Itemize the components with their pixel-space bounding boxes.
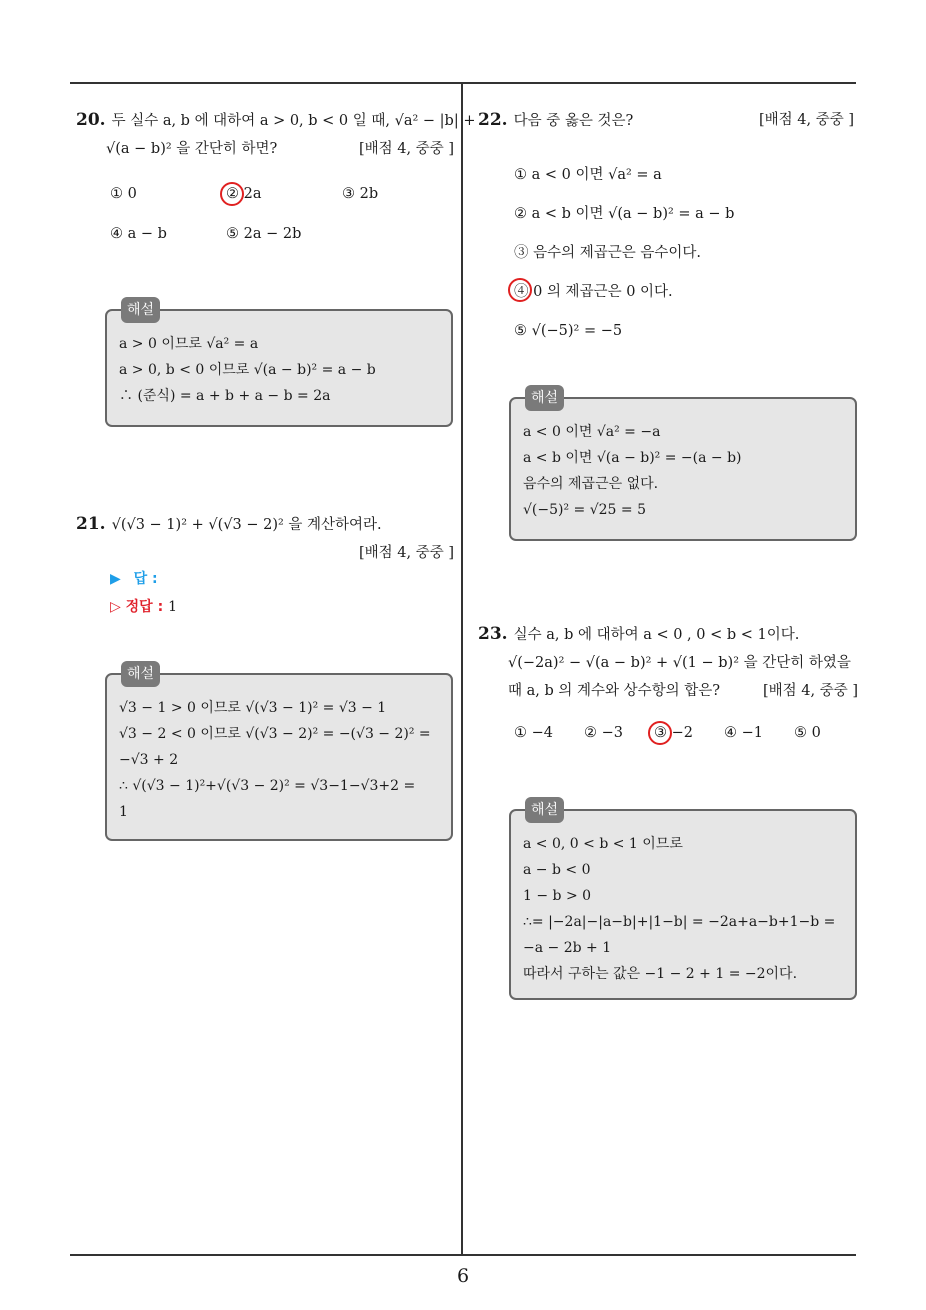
option-5[interactable]: ⑤ 2a − 2b — [226, 226, 302, 242]
top-rule — [70, 82, 856, 84]
explanation-line: √3 − 1 > 0 이므로 √(√3 − 1)² = √3 − 1 — [119, 700, 387, 716]
score-meta: [배점 4, 중중 ] — [358, 545, 454, 561]
options-22 — [514, 156, 844, 351]
option-2[interactable]: ② a < b 이면 √(a − b)² = a − b — [514, 206, 735, 222]
explanation-line: a − b < 0 — [523, 862, 591, 878]
correct-marker-icon: ▷ — [110, 599, 121, 615]
column-divider — [461, 82, 463, 1256]
explanation-line: a < b 이면 √(a − b)² = −(a − b) — [523, 450, 742, 466]
question-number: 23. — [478, 624, 508, 644]
bottom-rule — [70, 1254, 856, 1256]
question-text-line1: √(√3 − 1)² + √(√3 − 2)² 을 계산하여라. — [111, 517, 382, 533]
selected-circle-mark — [648, 721, 672, 745]
explanation-line: ∴ (준식) = a + b + a − b = 2a — [119, 388, 331, 404]
explanation-line: ∴= |−2a|−|a−b|+|1−b| = −2a+a−b+1−b = — [523, 914, 836, 930]
explanation-label: 해설 — [525, 385, 564, 411]
selected-circle-mark — [220, 182, 244, 206]
explanation-line: −√3 + 2 — [119, 752, 179, 768]
explanation-line: −a − 2b + 1 — [523, 940, 612, 956]
explanation-box-21 — [105, 666, 453, 841]
explanation-box-23 — [509, 802, 857, 1000]
options-20 — [110, 186, 450, 266]
question-text-line2: √(a − b)² 을 간단히 하면? — [106, 141, 278, 157]
question-text-line1: 두 실수 a, b 에 대하여 a > 0, b < 0 일 때, √a² − |b| + — [111, 113, 476, 129]
option-1[interactable]: ① −4 — [514, 725, 553, 741]
explanation-label: 해설 — [525, 797, 564, 823]
question-number: 22. — [478, 110, 508, 130]
question-22 — [478, 106, 854, 135]
correct-value: 1 — [168, 599, 177, 615]
answer-marker-icon: ▶ — [110, 571, 121, 587]
option-3[interactable]: ③ 음수의 제곱근은 음수이다. — [514, 245, 702, 261]
explanation-line: a > 0, b < 0 이므로 √(a − b)² = a − b — [119, 362, 376, 378]
explanation-box-20 — [105, 302, 453, 427]
explanation-line: ∴ √(√3 − 1)²+√(√3 − 2)² = √3−1−√3+2 = — [119, 778, 416, 794]
option-3[interactable]: ③ 2b — [342, 186, 379, 202]
question-text-line3: 때 a, b 의 계수와 상수항의 합은? — [508, 683, 721, 699]
explanation-line: 1 − b > 0 — [523, 888, 592, 904]
page-number: 6 — [456, 1265, 470, 1287]
explanation-line: √(−5)² = √25 = 5 — [523, 502, 646, 518]
explanation-line: 1 — [119, 804, 128, 820]
question-23 — [478, 620, 858, 705]
question-number: 20. — [76, 110, 106, 130]
question-number: 21. — [76, 514, 106, 534]
option-2[interactable]: ② 2a — [226, 186, 261, 202]
option-5[interactable]: ⑤ √(−5)² = −5 — [514, 323, 623, 339]
option-4[interactable]: ④ −1 — [724, 725, 763, 741]
answer-label: 답 : — [133, 571, 158, 587]
question-21 — [76, 510, 454, 567]
explanation-line: a < 0 이면 √a² = −a — [523, 424, 661, 440]
question-text-line1: 다음 중 옳은 것은? — [513, 113, 634, 129]
option-1[interactable]: ① 0 — [110, 186, 137, 202]
explanation-line: 음수의 제곱근은 없다. — [523, 476, 659, 492]
explanation-label: 해설 — [121, 661, 160, 687]
explanation-line: √3 − 2 < 0 이므로 √(√3 − 2)² = −(√3 − 2)² = — [119, 726, 431, 742]
explanation-line: a > 0 이므로 √a² = a — [119, 336, 259, 352]
score-meta: [배점 4, 중중 ] — [762, 683, 858, 699]
explanation-box-22 — [509, 390, 857, 541]
explanation-label: 해설 — [121, 297, 160, 323]
explanation-line: a < 0, 0 < b < 1 이므로 — [523, 836, 683, 852]
question-text-line1: 실수 a, b 에 대하여 a < 0 , 0 < b < 1이다. — [513, 627, 800, 643]
option-5[interactable]: ⑤ 0 — [794, 725, 821, 741]
score-meta: [배점 4, 중중 ] — [358, 141, 454, 157]
option-4[interactable]: ④ a − b — [110, 226, 167, 242]
explanation-line: 따라서 구하는 값은 −1 − 2 + 1 = −2이다. — [523, 966, 798, 982]
question-text-line2: √(−2a)² − √(a − b)² + √(1 − b)² 을 간단히 하였을 — [508, 655, 851, 671]
question-20 — [76, 106, 476, 163]
answer-area-21 — [110, 568, 410, 624]
option-2[interactable]: ② −3 — [584, 725, 623, 741]
option-1[interactable]: ① a < 0 이면 √a² = a — [514, 167, 662, 183]
score-meta: [배점 4, 중중 ] — [758, 112, 854, 128]
selected-circle-mark — [508, 278, 532, 302]
options-23 — [514, 725, 844, 755]
option-4[interactable]: ④ 0 의 제곱근은 0 이다. — [514, 273, 844, 312]
correct-label: 정답 : — [125, 599, 164, 615]
option-3[interactable]: ③ −2 — [654, 725, 693, 741]
